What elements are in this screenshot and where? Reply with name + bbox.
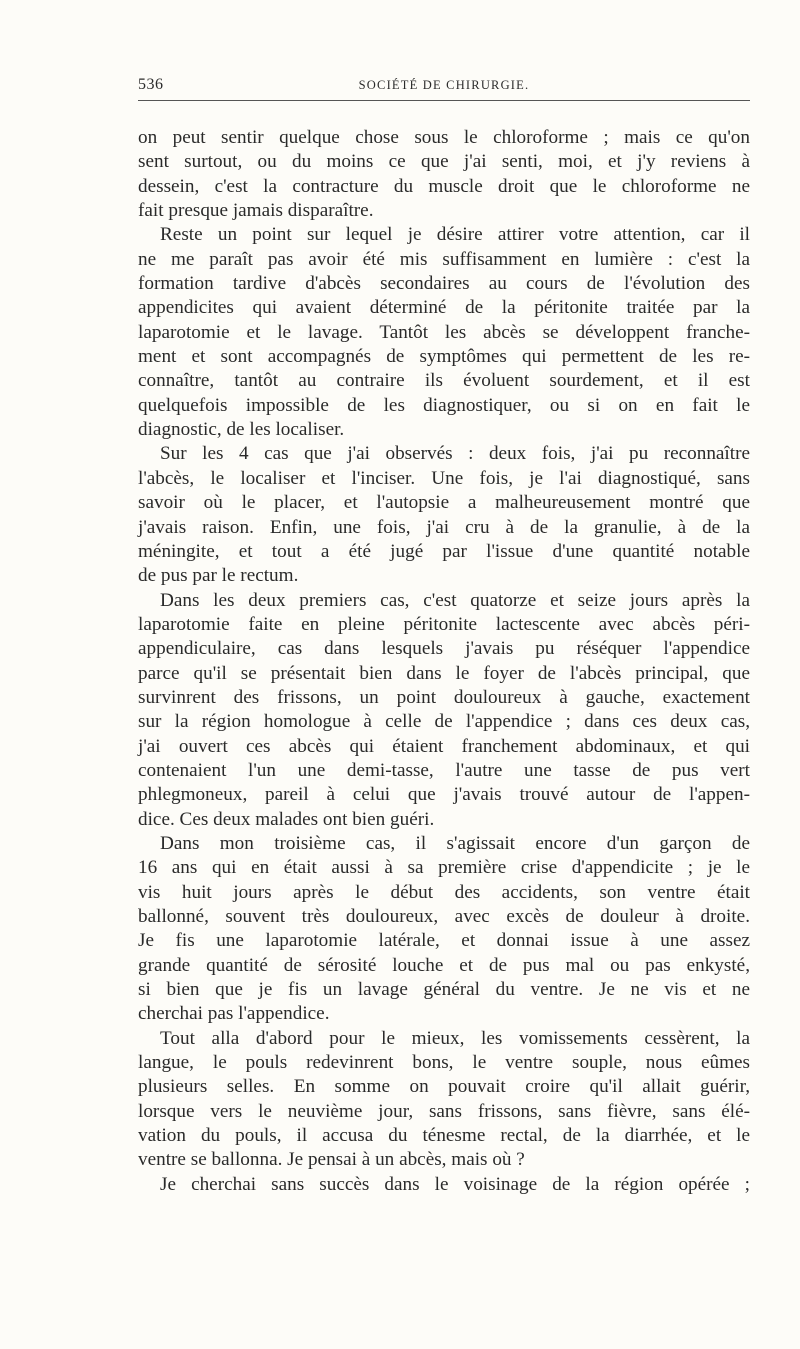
text-line: fait presque jamais disparaître. (138, 200, 374, 222)
text-line: on peut sentir quelque chose sous le chloroforme ; mais ce qu'on (138, 127, 750, 148)
text-line: laparotomie et le lavage. Tantôt les abcès se développent franche- (138, 321, 750, 343)
text-line: ment et sont accompagnés de symptômes qui permettent de les re- (138, 346, 750, 368)
running-title: SOCIÉTÉ DE CHIRURGIE. (358, 78, 530, 92)
text-line: sur la région homologue à celle de l'appendice ; dans ces deux cas, (138, 711, 750, 733)
text-line: diagnostic, de les localiser. (138, 419, 345, 441)
book-page (138, 0, 750, 1349)
text-line: cherchai pas l'appendice. (138, 1003, 330, 1025)
text-line: 16 ans qui en était aussi à sa première crise d'appendicite ; je le (138, 857, 750, 879)
text-line: grande quantité de sérosité louche et de pus mal ou pas enkysté, (138, 954, 750, 976)
text-line: plusieurs selles. En somme on pouvait croire qu'il allait guérir, (138, 1076, 750, 1098)
text-line: si bien que je fis un lavage général du ventre. Je ne vis et ne (138, 979, 750, 1001)
page-header (138, 76, 750, 98)
text-line: Dans les deux premiers cas, c'est quatorze et seize jours après la (160, 589, 750, 611)
text-line: laparotomie faite en pleine péritonite lactescente avec abcès péri- (138, 613, 750, 635)
text-line: l'abcès, le localiser et l'inciser. Une fois, je l'ai diagnostiqué, sans (138, 467, 750, 489)
text-line: lorsque vers le neuvième jour, sans frissons, sans fièvre, sans élé- (138, 1100, 750, 1122)
text-line: Je cherchai sans succès dans le voisinage de la région opérée ; (160, 1173, 750, 1195)
text-line: méningite, et tout a été jugé par l'issue d'une quantité notable (138, 540, 750, 562)
text-line: connaître, tantôt au contraire ils évoluent sourdement, et il est (138, 370, 750, 392)
text-line: Tout alla d'abord pour le mieux, les vomissements cessèrent, la (160, 1027, 750, 1049)
text-line: j'ai ouvert ces abcès qui étaient franchement abdominaux, et qui (138, 735, 750, 757)
text-line: dessein, c'est la contracture du muscle droit que le chloroforme ne (138, 175, 750, 197)
text-line: quelquefois impossible de les diagnostiquer, ou si on en fait le (138, 394, 750, 416)
text-line: Sur les 4 cas que j'ai observés : deux fois, j'ai pu reconnaître (160, 443, 750, 465)
text-line: sent surtout, ou du moins ce que j'ai senti, moi, et j'y reviens à (138, 151, 750, 173)
text-line: phlegmoneux, pareil à celui que j'avais trouvé autour de l'appen- (138, 784, 750, 806)
text-line: ballonné, souvent très douloureux, avec excès de douleur à droite. (138, 906, 750, 927)
text-line: vation du pouls, il accusa du ténesme rectal, de la diarrhée, et le (138, 1125, 750, 1147)
text-line: appendiculaire, cas dans lesquels j'avais pu réséquer l'appendice (138, 638, 750, 660)
page-number: 536 (138, 76, 164, 93)
text-line: appendicites qui avaient déterminé de la péritonite traitée par la (138, 297, 750, 319)
text-line: ventre se ballonna. Je pensai à un abcès, mais où ? (138, 1149, 525, 1171)
text-line: dice. Ces deux malades ont bien guéri. (138, 808, 435, 830)
text-line: de pus par le rectum. (138, 565, 299, 587)
text-line: j'avais raison. Enfin, une fois, j'ai cru à de la granulie, à de la (138, 516, 750, 538)
text-line: survinrent des frissons, un point douloureux à gauche, exactement (138, 686, 750, 708)
text-line: savoir où le placer, et l'autopsie a malheureusement montré que (138, 492, 750, 514)
text-line: vis huit jours après le début des accidents, son ventre était (138, 881, 750, 903)
text-line: formation tardive d'abcès secondaires au cours de l'évolution des (138, 273, 750, 295)
text-line: langue, le pouls redevinrent bons, le ventre souple, nous eûmes (138, 1052, 750, 1074)
text-line: parce qu'il se présentait bien dans le foyer de l'abcès principal, que (138, 662, 750, 684)
body-text (138, 126, 750, 1197)
text-line: contenaient l'un une demi-tasse, l'autre une tasse de pus vert (138, 759, 750, 781)
text-line: Reste un point sur lequel je désire attirer votre attention, car il (160, 224, 750, 246)
text-line: ne me paraît pas avoir été mis suffisamment en lumière : c'est la (138, 248, 750, 270)
text-line: Dans mon troisième cas, il s'agissait encore d'un garçon de (160, 832, 750, 854)
header-rule (138, 100, 750, 101)
text-line: Je fis une laparotomie latérale, et donnai issue à une assez (138, 930, 750, 952)
